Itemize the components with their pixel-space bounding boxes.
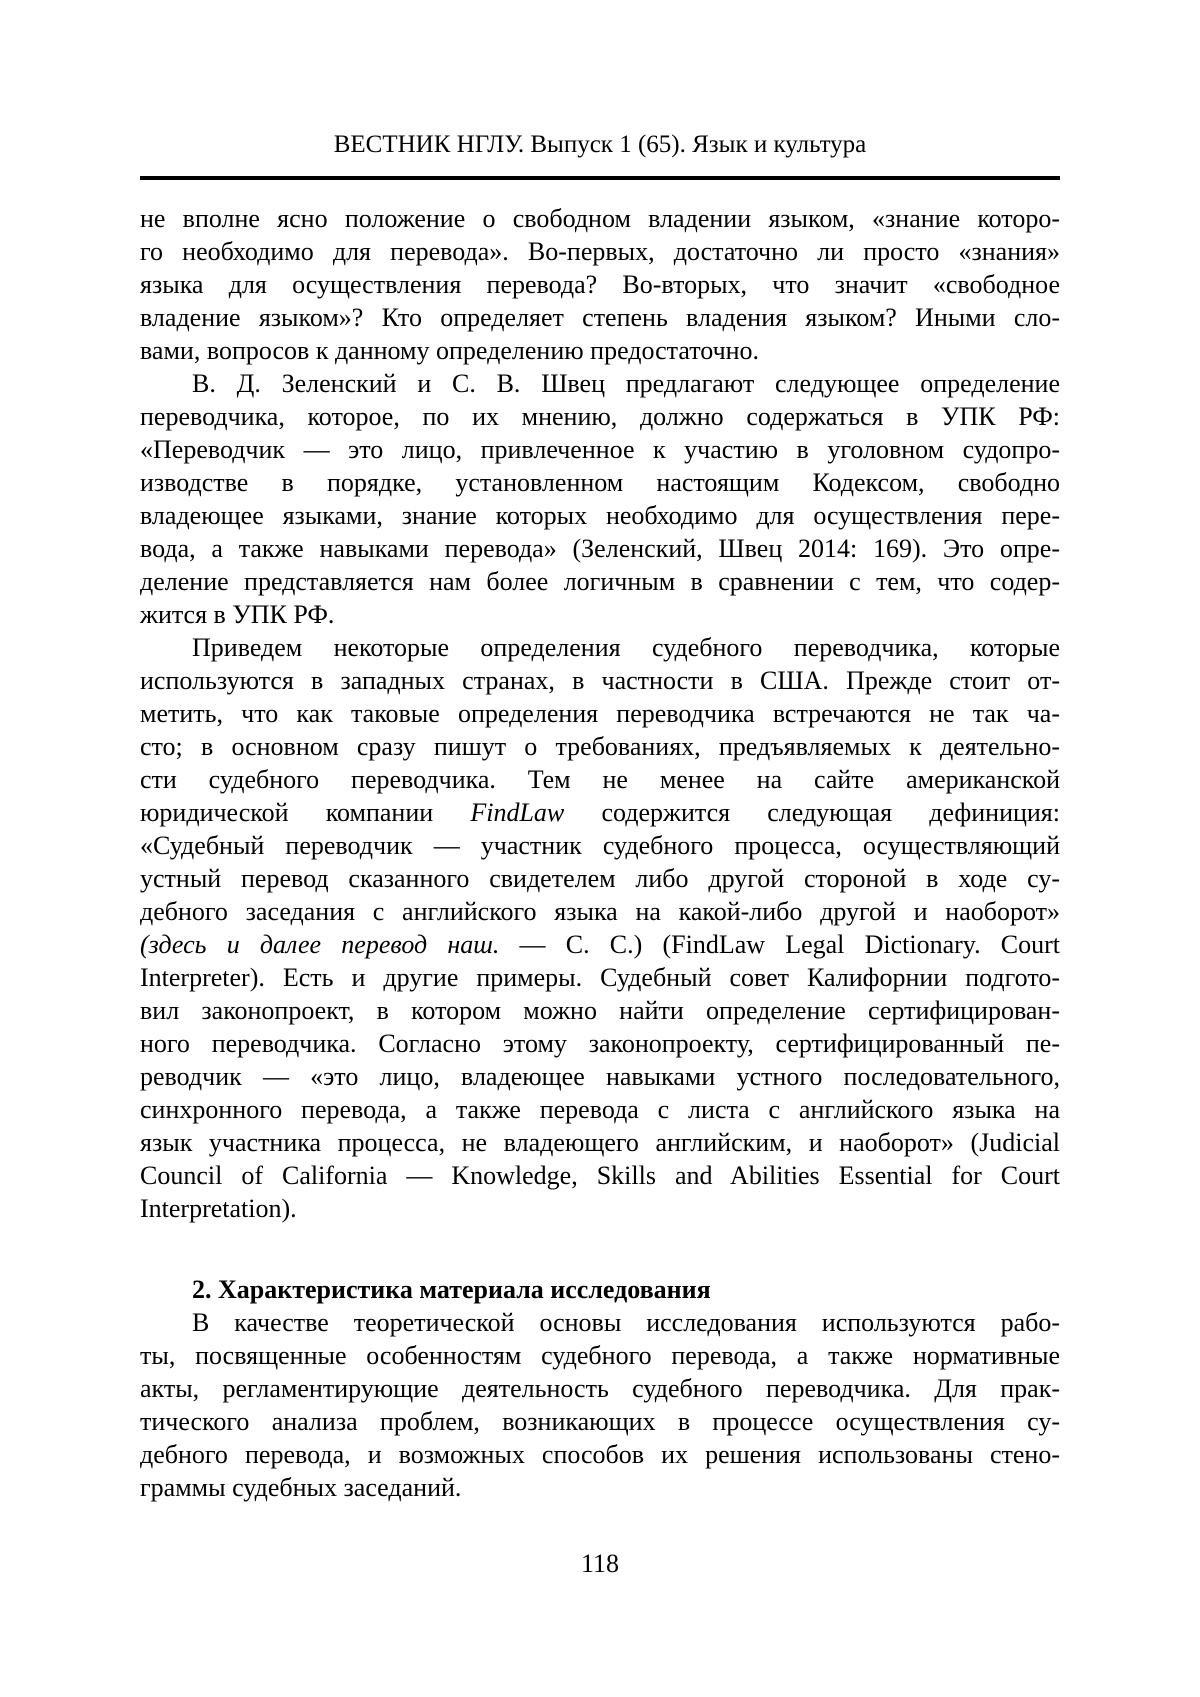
- text-line: [140, 928, 1060, 961]
- text-line: [140, 1306, 1060, 1339]
- paragraph: [140, 1306, 1060, 1504]
- text-run: Interpretation).: [140, 1194, 297, 1223]
- text-line: [140, 1339, 1060, 1372]
- text-line: [140, 1159, 1060, 1192]
- text-line: [140, 1273, 1060, 1306]
- text-line: [140, 862, 1060, 895]
- text-run: дебного перевода, и возможных способов их решения использованы стено-: [140, 1440, 1060, 1469]
- text-line: [140, 433, 1060, 466]
- text-run: вода, а также навыками перевода» (Зеленский, Швец 2014: 169). Это опре-: [140, 534, 1060, 563]
- text-line: [140, 763, 1060, 796]
- text-run: Interpreter). Есть и другие примеры. Судебный совет Калифорнии подгото-: [140, 963, 1060, 992]
- text-line: [140, 1471, 1060, 1504]
- section-heading: [140, 1273, 1060, 1306]
- text-run: В качестве теоретической основы исследования используются рабо-: [192, 1308, 1060, 1337]
- text-line: [140, 796, 1060, 829]
- text-run: 2. Характеристика материала исследования: [192, 1275, 711, 1304]
- paragraph: [140, 631, 1060, 1225]
- running-header: ВЕСТНИК НГЛУ. Выпуск 1 (65). Язык и культура: [333, 131, 867, 158]
- text-line: [140, 367, 1060, 400]
- paragraph: [140, 367, 1060, 631]
- text-run: «Судебный переводчик — участник судебного процесса, осуществляющий: [140, 831, 1060, 860]
- text-line: [140, 301, 1060, 334]
- text-line: [140, 631, 1060, 664]
- text-block: [140, 202, 1060, 1504]
- text-line: [140, 202, 1060, 235]
- text-line: [140, 730, 1060, 763]
- text-run: ного переводчика. Согласно этому законопроекту, сертифицированный пе-: [140, 1029, 1060, 1058]
- text-run: используются в западных странах, в частности в США. Прежде стоит от-: [140, 666, 1060, 695]
- text-run: Приведем некоторые определения судебного переводчика, которые: [192, 633, 1060, 662]
- text-line: [140, 1093, 1060, 1126]
- text-run: не вполне ясно положение о свободном владении языком, «знание которо-: [140, 204, 1060, 233]
- text-run: язык участника процесса, не владеющего английским, и наоборот» (Judicial: [140, 1128, 1060, 1157]
- text-line: [140, 994, 1060, 1027]
- text-line: [140, 1060, 1060, 1093]
- text-line: [140, 268, 1060, 301]
- text-run: В. Д. Зеленский и С. В. Швец предлагают следующее определение: [192, 369, 1060, 398]
- text-run: сти судебного переводчика. Тем не менее на сайте американской: [140, 765, 1060, 794]
- text-line: [140, 565, 1060, 598]
- text-line: [140, 235, 1060, 268]
- text-run: содержится следующая дефиниция:: [564, 798, 1060, 827]
- text-run: языка для осуществления перевода? Во-вторых, что значит «свободное: [140, 270, 1060, 299]
- text-line: [140, 1438, 1060, 1471]
- text-run: сто; в основном сразу пишут о требованиях, предъявляемых к деятельно-: [140, 732, 1060, 761]
- text-run: деление представляется нам более логичным в сравнении с тем, что содер-: [140, 567, 1060, 596]
- page-number: 118: [580, 1549, 620, 1578]
- text-run: метить, что как таковые определения переводчика встречаются не так ча-: [140, 699, 1060, 728]
- text-line: [140, 1372, 1060, 1405]
- italic-text-run: FindLaw: [470, 798, 565, 827]
- text-run: владение языком»? Кто определяет степень владения языком? Иными сло-: [140, 303, 1060, 332]
- text-run: граммы судебных заседаний.: [140, 1473, 462, 1502]
- text-run: тического анализа проблем, возникающих в процессе осуществления су-: [140, 1407, 1060, 1436]
- text-line: [140, 598, 1060, 631]
- text-run: акты, регламентирующие деятельность судебного переводчика. Для прак-: [140, 1374, 1060, 1403]
- text-line: [140, 697, 1060, 730]
- text-run: переводчика, которое, по их мнению, должно содержаться в УПК РФ:: [140, 402, 1060, 431]
- text-run: го необходимо для перевода». Во-первых, достаточно ли просто «знания»: [140, 237, 1060, 266]
- text-run: устный перевод сказанного свидетелем либо другой стороной в ходе су-: [140, 864, 1060, 893]
- text-line: [140, 400, 1060, 433]
- text-run: дебного заседания с английского языка на какой-либо другой и наоборот»: [140, 897, 1060, 926]
- paragraph: [140, 202, 1060, 367]
- text-line: [140, 1405, 1060, 1438]
- text-run: реводчик — «это лицо, владеющее навыками устного последовательного,: [140, 1062, 1060, 1091]
- text-run: жится в УПК РФ.: [140, 600, 335, 629]
- text-run: владеющее языками, знание которых необходимо для осуществления пере-: [140, 501, 1060, 530]
- text-run: — С. С.) (FindLaw Legal Dictionary. Court: [499, 930, 1060, 959]
- text-run: юридической компании: [140, 798, 471, 827]
- text-line: [140, 499, 1060, 532]
- header-rule: [140, 176, 1060, 180]
- text-line: [140, 1027, 1060, 1060]
- text-line: [140, 1192, 1060, 1225]
- text-run: ты, посвященные особенностям судебного перевода, а также нормативные: [140, 1341, 1060, 1370]
- text-run: «Переводчик — это лицо, привлеченное к участию в уголовном судопро-: [140, 435, 1060, 464]
- text-line: [140, 532, 1060, 565]
- text-line: [140, 961, 1060, 994]
- text-line: [140, 895, 1060, 928]
- text-line: [140, 334, 1060, 367]
- text-run: Council of California — Knowledge, Skills and Abilities Essential for Court: [140, 1161, 1060, 1190]
- italic-text-run: (здесь и далее перевод наш.: [140, 930, 500, 959]
- text-line: [140, 829, 1060, 862]
- text-line: [140, 664, 1060, 697]
- text-run: вами, вопросов к данному определению предостаточно.: [140, 336, 760, 365]
- text-line: [140, 1126, 1060, 1159]
- text-run: синхронного перевода, а также перевода с листа с английского языка на: [140, 1095, 1060, 1124]
- text-run: изводстве в порядке, установленном настоящим Кодексом, свободно: [140, 468, 1060, 497]
- text-run: вил законопроект, в котором можно найти определение сертифицирован-: [140, 996, 1060, 1025]
- text-line: [140, 466, 1060, 499]
